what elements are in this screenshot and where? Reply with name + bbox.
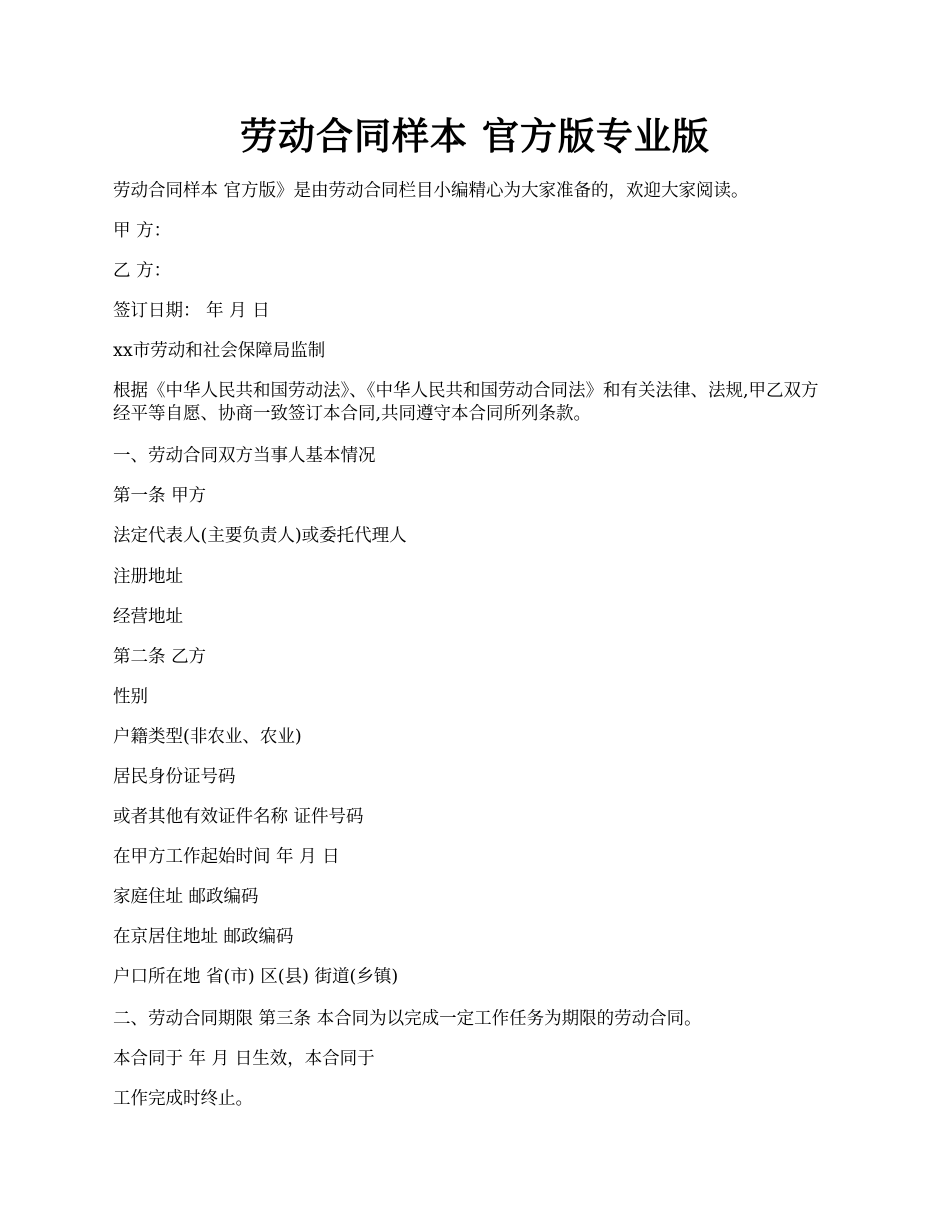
intro-paragraph: 劳动合同样本 官方版》是由劳动合同栏目小编精心为大家准备的，欢迎大家阅读。 xyxy=(113,181,749,201)
gender-line: 性别 xyxy=(113,687,148,707)
document-title: 劳动合同样本 官方版专业版 xyxy=(240,114,710,158)
effective-date-line: 本合同于 年 月 日生效，本合同于 xyxy=(113,1049,375,1069)
household-type-line: 户籍类型(非农业、农业) xyxy=(113,727,302,747)
signing-date-line: 签订日期： 年 月 日 xyxy=(113,301,270,321)
business-address-line: 经营地址 xyxy=(113,607,183,627)
beijing-address-line: 在京居住地址 邮政编码 xyxy=(113,927,294,947)
section-heading-2: 二、劳动合同期限 第三条 本合同为以完成一定工作任务为期限的劳动合同。 xyxy=(113,1009,702,1029)
article-2-heading: 第二条 乙方 xyxy=(113,647,207,667)
id-number-line: 居民身份证号码 xyxy=(113,767,236,787)
registered-address-line: 注册地址 xyxy=(113,567,183,587)
start-date-line: 在甲方工作起始时间 年 月 日 xyxy=(113,847,340,867)
other-id-line: 或者其他有效证件名称 证件号码 xyxy=(113,807,364,827)
party-a-line: 甲 方： xyxy=(113,221,172,241)
preamble-paragraph: 根据《中华人民共和国劳动法》、《中华人民共和国劳动合同法》和有关法律、法规,甲乙双方经平等自愿、协商一致签订本合同,共同遵守本合同所列条款。 xyxy=(113,381,819,424)
party-b-line: 乙 方： xyxy=(113,261,172,281)
article-1-heading: 第一条 甲方 xyxy=(113,486,207,506)
legal-rep-line: 法定代表人(主要负责人)或委托代理人 xyxy=(113,526,407,546)
section-heading-1: 一、劳动合同双方当事人基本情况 xyxy=(113,446,376,466)
home-address-line: 家庭住址 邮政编码 xyxy=(113,887,259,907)
supervisor-line: xx市劳动和社会保障局监制 xyxy=(113,341,326,361)
hukou-location-line: 户口所在地 省(市) 区(县) 街道(乡镇) xyxy=(113,967,399,987)
termination-line: 工作完成时终止。 xyxy=(113,1089,253,1109)
